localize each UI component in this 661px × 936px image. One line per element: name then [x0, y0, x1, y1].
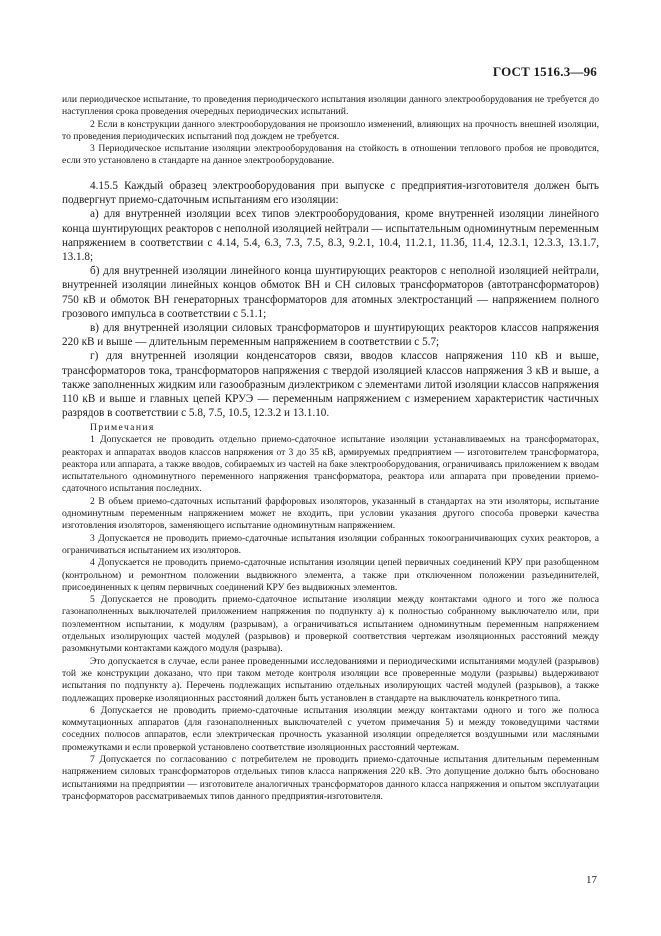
top-note-continuation: или периодическое испытание, то проведения периодического испытания изоляции данного электрооборудования не требуется до наступления срока проведения очередных периодических испытаний.	[62, 94, 599, 118]
note-2: 2 В объем приемо-сдаточных испытаний фарфоровых изоляторов, указанный в стандартах на эти изоляторы, испытание одноминутным переменным напряжением может не входить, при условии указания другого способа проверки качества изготовления изоляторов, заменяющего испытание одноминутным напряжением.	[62, 495, 599, 532]
note-7: 7 Допускается по согласованию с потребителем не проводить приемо-сдаточные испытания длительным переменным напряжением силовых трансформаторов отдельных типов класса напряжения 220 кВ. Это допущение должно быть обосновано испытаниями на предприятии — изготовителе аналогичных трансформаторов данного класса напряжения и опытом эксплуатации трансформаторов рассматриваемых типов данного предприятия-изготовителя.	[62, 754, 599, 802]
notes-block	[62, 422, 599, 803]
note-5: 5 Допускается не проводить приемо-сдаточное испытание изоляции между контактами одного и того же полюса газонаполненных выключателей приложением напряжения по подпункту а) к полностью собранному выключателю или, при поэлементном испытании, к модулям (разрывам), а ограничиваться испытанием одноминутным переменным напряжением отдельных изолирующих частей модулей (разрывов) и проверкой соответствия чертежам изоляционных расстояний между разомкнутыми контактами каждого модуля (разрыва).	[62, 594, 599, 655]
top-note-3: 3 Периодическое испытание изоляции электрооборудования на стойкость в отношении теплового пробоя не проводится, если это установлено в стандарте на данное электрооборудование.	[62, 143, 599, 167]
clause-item-b: б) для внутренней изоляции линейного конца шунтирующих реакторов с неполной изоляцией нейтрали, внутренней изоляции линейных концов обмоток ВН и СН силовых трансформаторов (автотрансформаторов) 750 кВ и обмоток ВН генераторных трансформаторов для атомных электростанций — напряжением полного грозового импульса в соответствии с 5.1.1;	[62, 265, 599, 320]
note-5-continuation: Это допускается в случае, если ранее проведенными исследованиями и периодическими испытаниями модулей (разрывов) той же конструкции доказано, что при таком методе контроля изоляции все проверенные модули (разрывы) выдерживают испытания по подпункту а). Перечень подлежащих испытанию отдельных изолирующих частей модулей (разрывов), а также подлежащих проверке изоляционных расстояний должен быть установлен в стандарте на выключатель конкретного типа.	[62, 655, 599, 704]
note-4: 4 Допускается не проводить приемо-сдаточные испытания изоляции цепей первичных соединений КРУ при разобщенном (контрольном) и ремонтном положении выдвижного элемента, а также при отключенном положении разъединителей, присоединенных к цепям первичных соединений КРУ без выдвижных элементов.	[62, 557, 599, 593]
top-notes-block	[62, 94, 599, 168]
page-number: 17	[586, 874, 597, 886]
note-6: 6 Допускается не проводить приемо-сдаточные испытания изоляции между контактами одного и того же полюса коммутационных аппаратов (для газонаполненных выключателей с учетом примечания 5) и между токоведущими частями соседних полюсов аппаратов, если электрическая прочность указанной изоляции определяется воздушными или масляными промежутками и если проверкой установлено соответствие изоляционных расстояний чертежам.	[62, 704, 599, 753]
note-3: 3 Допускается не проводить приемо-сдаточные испытания изоляции собранных токоограничивающих сухих реакторов, а ограничиваться испытанием их изоляторов.	[62, 532, 599, 556]
clause-item-v: в) для внутренней изоляции силовых трансформаторов и шунтирующих реакторов классов напряжения 220 кВ и выше — длительным переменным напряжением в соответствии с 5.7;	[62, 322, 599, 349]
page-header: ГОСТ 1516.3—96	[492, 64, 597, 79]
notes-title: Примечания	[90, 422, 155, 433]
clause-4-15-5	[62, 179, 599, 420]
clause-item-g: г) для внутренней изоляции конденсаторов связи, вводов классов напряжения 110 кВ и выше, трансформаторов тока, трансформаторов напряжения с твердой изоляцией классов напряжения 3 кВ и выше, а также заполненных жидким или газообразным диэлектриком с элементами литой изоляции классов напряжения 110 кВ и выше и главных цепей КРУЭ — переменным напряжением с измерением характеристик частичных разрядов в соответствии с 5.8, 7.5, 10.5, 12.3.2 и 13.1.10.	[62, 350, 599, 420]
clause-intro: 4.15.5 Каждый образец электрооборудования при выпуске с предприятия-изготовителя должен быть подвергнут приемо-сдаточным испытаниям его изоляции:	[62, 180, 599, 207]
clause-item-a: а) для внутренней изоляции всех типов электрооборудования, кроме внутренней изоляции линейного конца шунтирующих реакторов с неполной изоляцией нейтрали — испытательным одноминутным переменным напряжением в соответствии с 4.14, 5.4, 6.3, 7.3, 7.5, 8.3, 9.2.1, 10.4, 11.2.1, 11.3б, 11.4, 12.3.1, 12.3.3, 13.1.7, 13.1.8;	[62, 208, 599, 264]
top-note-2: 2 Если в конструкции данного электрооборудования не произошло изменений, влияющих на прочность внешней изоляции, то проведения периодических испытаний под дождем не требуется.	[62, 118, 599, 142]
note-1: 1 Допускается не проводить отдельно приемо-сдаточное испытание изоляции устанавливаемых на трансформаторах, реакторах и аппаратах вводов классов напряжения от 3 до 35 кВ, армируемых предприятием — изготовителем трансформатора, реактора или аппарата, а также вводов, собираемых из частей на баке электрооборудования, ограничиваясь приложением к вводам испытательного одноминутного переменного напряжения трансформатора, реактора или аппарата при проведении приемо-сдаточного испытания последних.	[62, 434, 599, 495]
